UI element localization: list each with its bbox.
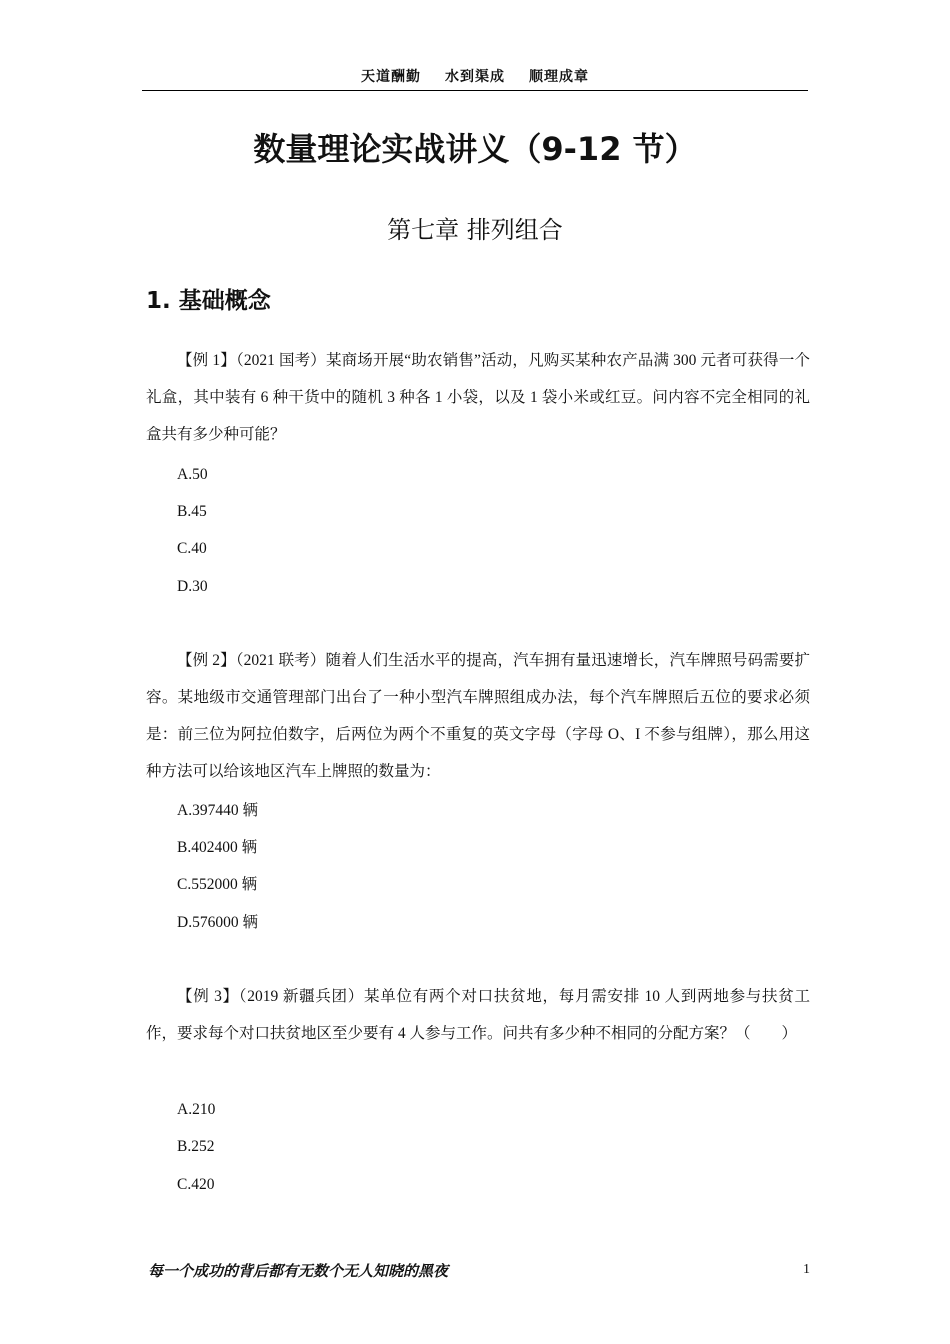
example-1-option-b: B.45 xyxy=(177,503,207,520)
section-heading: 1. 基础概念 xyxy=(146,288,271,314)
example-2-option-d: D.576000 辆 xyxy=(177,914,258,931)
header-phrase-3: 顺理成章 xyxy=(529,69,589,85)
example-2-option-b: B.402400 辆 xyxy=(177,839,258,856)
example-3-question: 【例 3】（2019 新疆兵团）某单位有两个对口扶贫地，每月需安排 10 人到两地参与扶贫工作，要求每个对口扶贫地区至少要有 4 人参与工作。问共有多少种不相同的分配方案？（ ） xyxy=(146,988,810,1042)
example-2-option-c: C.552000 辆 xyxy=(177,876,258,893)
header-phrase-2: 水到渠成 xyxy=(445,69,505,85)
header-phrase-1: 天道酬勤 xyxy=(361,69,421,85)
example-3-option-c: C.420 xyxy=(177,1176,215,1193)
example-1-question: 【例 1】（2021 国考）某商场开展“助农销售”活动，凡购买某种农产品满 300 元者可获得一个礼盒，其中装有 6 种干货中的随机 3 种各 1 小袋，以及 1 袋小米或红豆。问内容不完全相同的礼盒共有多少种可能？ xyxy=(146,352,810,443)
example-1-option-d: D.30 xyxy=(177,578,208,595)
document-title: 数量理论实战讲义（9-12 节） xyxy=(253,130,697,168)
example-3-option-b: B.252 xyxy=(177,1138,215,1155)
running-header xyxy=(142,66,808,91)
footer-motto: 每一个成功的背后都有无数个无人知晓的黑夜 xyxy=(148,1262,449,1280)
example-3-option-a: A.210 xyxy=(177,1101,216,1118)
example-2-question: 【例 2】（2021 联考）随着人们生活水平的提高，汽车拥有量迅速增长，汽车牌照号码需要扩容。某地级市交通管理部门出台了一种小型汽车牌照组成办法，每个汽车牌照后五位的要求必须是：前三位为阿拉伯数字，后两位为两个不重复的英文字母（字母 O、I 不参与组牌），那么用这种方法可以给该地区汽车上牌照的数量为： xyxy=(146,652,810,780)
example-1-option-c: C.40 xyxy=(177,540,207,557)
example-1-option-a: A.50 xyxy=(177,466,208,483)
example-2-option-a: A.397440 辆 xyxy=(177,802,258,819)
page-number: 1 xyxy=(803,1262,810,1277)
chapter-heading: 第七章 排列组合 xyxy=(387,216,563,244)
